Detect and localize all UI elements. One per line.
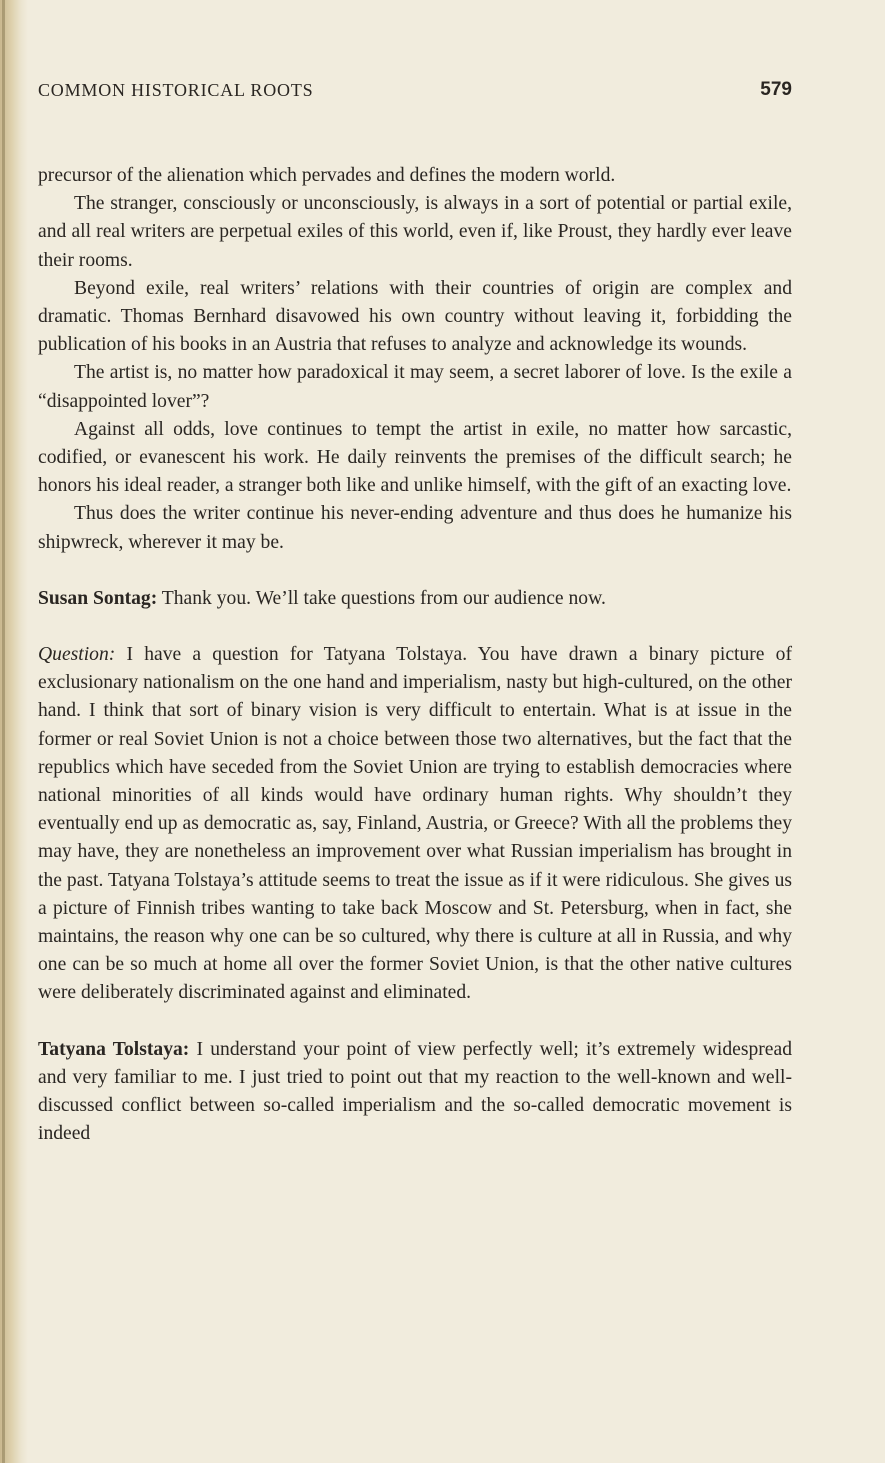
- running-title: COMMON HISTORICAL ROOTS: [38, 80, 314, 100]
- sontag-text: Thank you. We’ll take questions from our audience now.: [157, 587, 606, 609]
- paragraph-4: The artist is, no matter how paradoxical it may seem, a secret laborer of love. Is the exile a “disappointed lover”?: [38, 362, 792, 412]
- body-text: [38, 162, 792, 1149]
- paragraph-6: Thus does the writer continue his never-ending adventure and thus does he humanize his shipwreck, wherever it may be.: [38, 503, 792, 553]
- book-gutter-shadow: [0, 0, 28, 1463]
- tolstaya-reply: [38, 1036, 792, 1149]
- tolstaya-text: I understand your point of view perfectly well; it’s extremely widespread and very familiar to me. I just tried to point out that my reaction to the well-known and well-discussed conflict between so-called imperialism and the so-called democratic movement is indeed: [38, 1038, 792, 1145]
- page-number: 579: [760, 79, 792, 100]
- book-page: [38, 0, 792, 1463]
- running-head: [38, 80, 792, 104]
- sontag-remark: [38, 585, 792, 613]
- binding-edge: [2, 0, 5, 1463]
- paragraph-3: Beyond exile, real writers’ relations with their countries of origin are complex and dramatic. Thomas Bernhard disavowed his own country without leaving it, forbidding the publication of his books in an Austria that refuses to analyze and acknowledge its wounds.: [38, 277, 792, 356]
- question-text: I have a question for Tatyana Tolstaya. You have drawn a binary picture of exclusionary nationalism on the one hand and imperialism, nasty but high-cultured, on the other hand. I think that sort of binary vision is very difficult to entertain. What is at issue in the former or real Soviet Union is not a choice between those two alternatives, but the fact that the republics which have seceded from the Soviet Union are trying to establish democracies where national minorities of all kinds would have ordinary human rights. Why shouldn’t they eventually end up as democratic as, say, Finland, Austria, or Greece? With all the problems they may have, they are nonetheless an improvement over what Russian imperialism has brought in the past. Tatyana Tolstaya’s attitude seems to treat the issue as if it were ridiculous. She gives us a picture of Finnish tribes wanting to take back Moscow and St. Petersburg, when in fact, she maintains, the reason why one can be so cultured, why there is culture at all in Russia, and why one can be so much at home all over the former Soviet Union, is that the other native cultures were deliberately discriminated against and eliminated.: [38, 644, 792, 1004]
- audience-question: [38, 641, 792, 1008]
- speaker-sontag: Susan Sontag:: [38, 587, 158, 609]
- speaker-tolstaya: Tatyana Tolstaya:: [38, 1038, 190, 1060]
- paragraph-2: The stranger, consciously or unconsciously, is always in a sort of potential or partial exile, and all real writers are perpetual exiles of this world, even if, like Proust, they hardly ever leave their rooms.: [38, 193, 792, 271]
- paragraph-1: precursor of the alienation which pervades and defines the modern world.: [38, 165, 616, 186]
- paragraph-5: Against all odds, love continues to tempt the artist in exile, no matter how sarcastic, codified, or evanescent his work. He daily reinvents the premises of the difficult search; he honors his ideal reader, a stranger both like and unlike himself, with the gift of an exacting love.: [38, 418, 792, 497]
- question-label: Question:: [38, 644, 116, 666]
